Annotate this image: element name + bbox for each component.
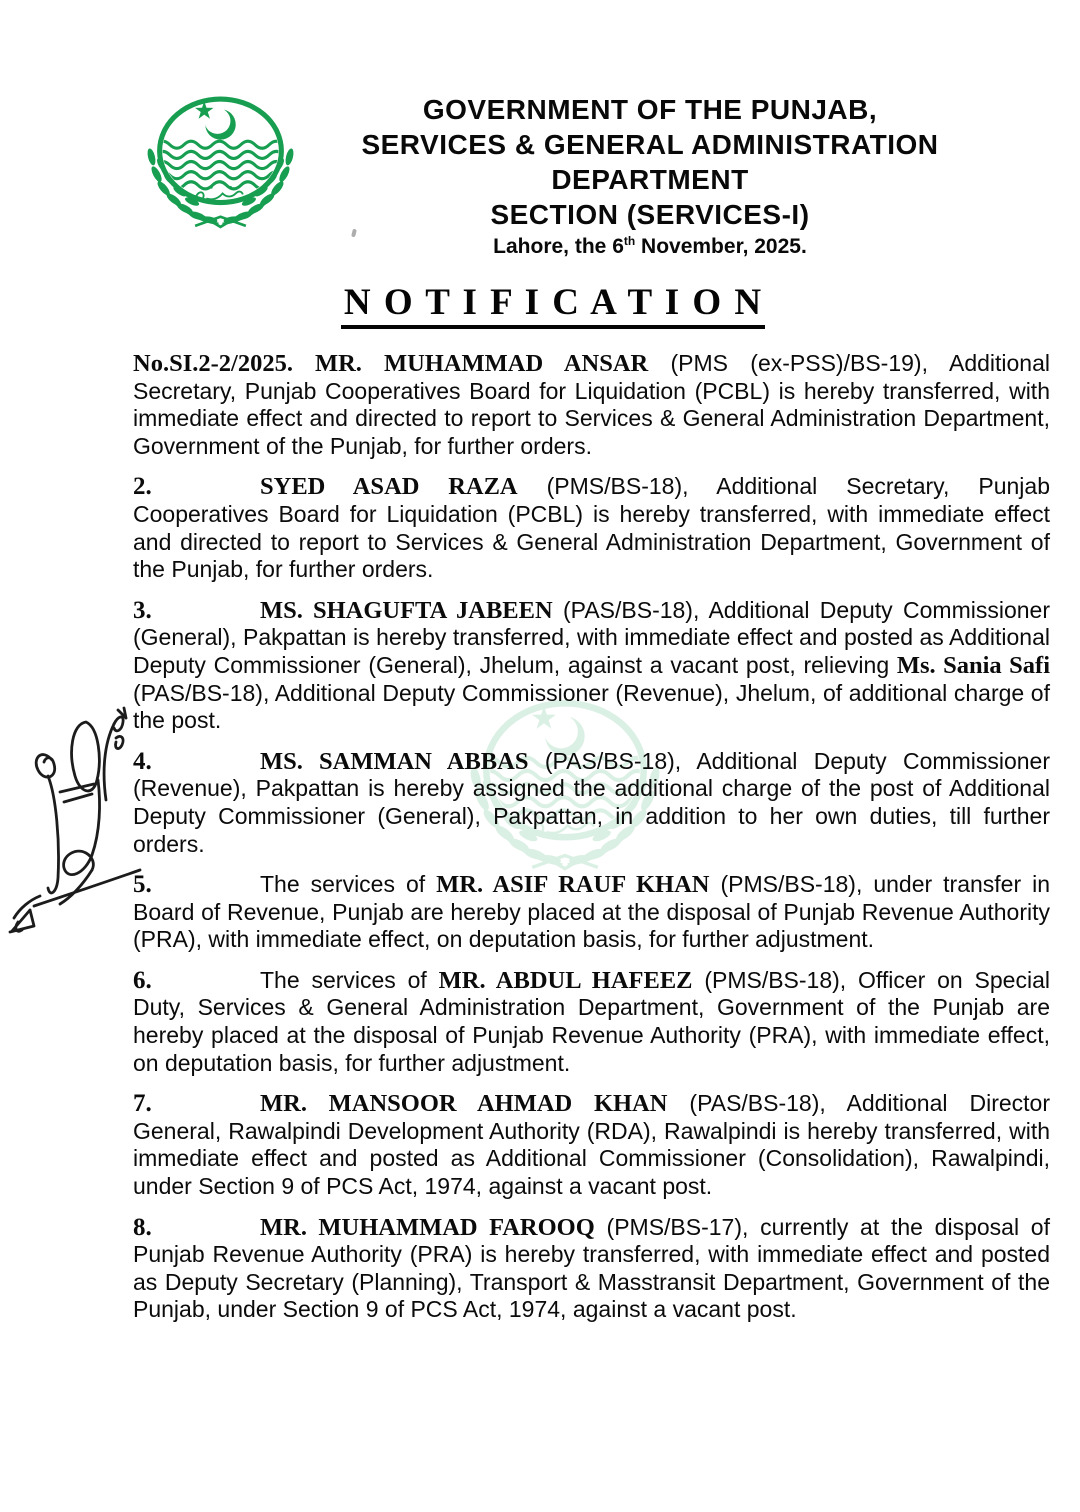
- org-line-3: DEPARTMENT: [551, 164, 749, 195]
- officer-name: MS. SAMMAN ABBAS: [260, 747, 529, 775]
- paragraph-number: 7.: [133, 1090, 152, 1118]
- letterhead: [320, 92, 980, 232]
- paragraph-number: 3.: [133, 596, 152, 624]
- notification-paragraph: [133, 871, 1050, 954]
- notification-paragraph: [133, 473, 1050, 583]
- notification-paragraph: [133, 967, 1050, 1077]
- punjab-government-emblem-icon: [139, 94, 302, 232]
- paragraph-text: (PAS/BS-18), Additional Director General, Rawalpindi Development Authority (RDA), Rawalpindi is hereby transferred, with immediate effect and posted as Additional Commissioner (Consolidation), Rawalpindi, under Section 9 of PCS Act, 1974, against a vacant post.: [133, 1090, 1050, 1200]
- page-title: N O T I F I C A T I O N: [341, 283, 765, 329]
- paragraph-text: (PAS/BS-18), Additional Deputy Commissioner (General), Pakpattan is hereby transferred, with immediate effect and posted as Additional Deputy Commissioner (General), Jhelum, against a vacant post, relieving: [133, 596, 1051, 678]
- officer-name: MR. MANSOOR AHMAD KHAN: [260, 1090, 668, 1118]
- notification-paragraph: [133, 350, 1050, 460]
- paragraph-text: (PMS/BS-18), Additional Secretary, Punjab Cooperatives Board for Liquidation (PCBL) is hereby transferred, with immediate effect and directed to report to Services & General Administration Department, Government of the Punjab, for further orders.: [133, 473, 1050, 583]
- dateline-prefix: Lahore, the 6: [493, 235, 624, 258]
- officer-name: SYED ASAD RAZA: [260, 473, 518, 501]
- paragraph-text: (PAS/BS-18), Additional Deputy Commissioner (Revenue), Pakpattan is hereby assigned the additional charge of the post of Additional Deputy Commissioner (General), Pakpattan, in addition to her own duties, till further orders.: [133, 747, 1051, 857]
- paragraph-number: 2.: [133, 473, 152, 501]
- notification-paragraph: [133, 1214, 1050, 1324]
- handwritten-signature: [2, 700, 142, 940]
- dateline-suffix: November, 2025.: [635, 235, 807, 258]
- paragraph-text: (PAS/BS-18), Additional Deputy Commissioner (Revenue), Jhelum, of additional charge of the post.: [133, 679, 1050, 734]
- paragraph-number: 5.: [133, 871, 152, 899]
- paragraph-number: 6.: [133, 966, 152, 994]
- officer-name: MR. ASIF RAUF KHAN: [436, 871, 710, 899]
- officer-name: MS. SHAGUFTA JABEEN: [260, 596, 553, 624]
- officer-name: MR. ABDUL HAFEEZ: [438, 966, 693, 994]
- notification-paragraph: [133, 1090, 1050, 1200]
- org-line-1: GOVERNMENT OF THE PUNJAB,: [422, 94, 878, 125]
- org-line-2: SERVICES & GENERAL ADMINISTRATION: [361, 129, 939, 160]
- paragraph-number: 4.: [133, 747, 152, 775]
- org-line-4: SECTION (SERVICES-I): [490, 199, 810, 230]
- officer-name: Ms. Sania Safi: [896, 651, 1051, 679]
- notification-paragraph: [133, 597, 1050, 735]
- paragraph-text: (PMS/BS-18), under transfer in Board of Revenue, Punjab are hereby placed at the disposal of Punjab Revenue Authority (PRA), with immediate effect, on deputation basis, for further adjustment.: [133, 871, 1051, 953]
- paragraph-text: The services of: [260, 966, 439, 993]
- officer-name: No.SI.2-2/2025. MR. MUHAMMAD ANSAR: [133, 350, 649, 377]
- title-row: [133, 283, 973, 329]
- paragraph-number: 8.: [133, 1213, 152, 1241]
- paragraph-text: (PMS (ex-PSS)/BS-19), Additional Secretary, Punjab Cooperatives Board for Liquidation (PCBL) is hereby transferred, with immediate effect and directed to report to Services & General Administration Department, Government of the Punjab, for further orders.: [133, 350, 1050, 459]
- notification-body: [133, 350, 1050, 1337]
- paragraph-text: (PMS/BS-17), currently at the disposal of Punjab Revenue Authority (PRA) is hereby transferred, with immediate effect and posted as Deputy Secretary (Planning), Transport & Masstransit Department, Government of the Punjab, under Section 9 of PCS Act, 1974, against a vacant post.: [133, 1213, 1050, 1323]
- dateline-superscript: th: [623, 234, 636, 248]
- notification-paragraph: [133, 748, 1050, 858]
- dateline: [320, 233, 980, 261]
- paragraph-text: (PMS/BS-18), Officer on Special Duty, Services & General Administration Department, Government of the Punjab are hereby placed at the disposal of Punjab Revenue Authority (PRA), with immediate effect, on deputation basis, for further adjustment.: [133, 966, 1050, 1076]
- officer-name: MR. MUHAMMAD FAROOQ: [260, 1213, 595, 1241]
- paragraph-text: The services of: [260, 871, 437, 898]
